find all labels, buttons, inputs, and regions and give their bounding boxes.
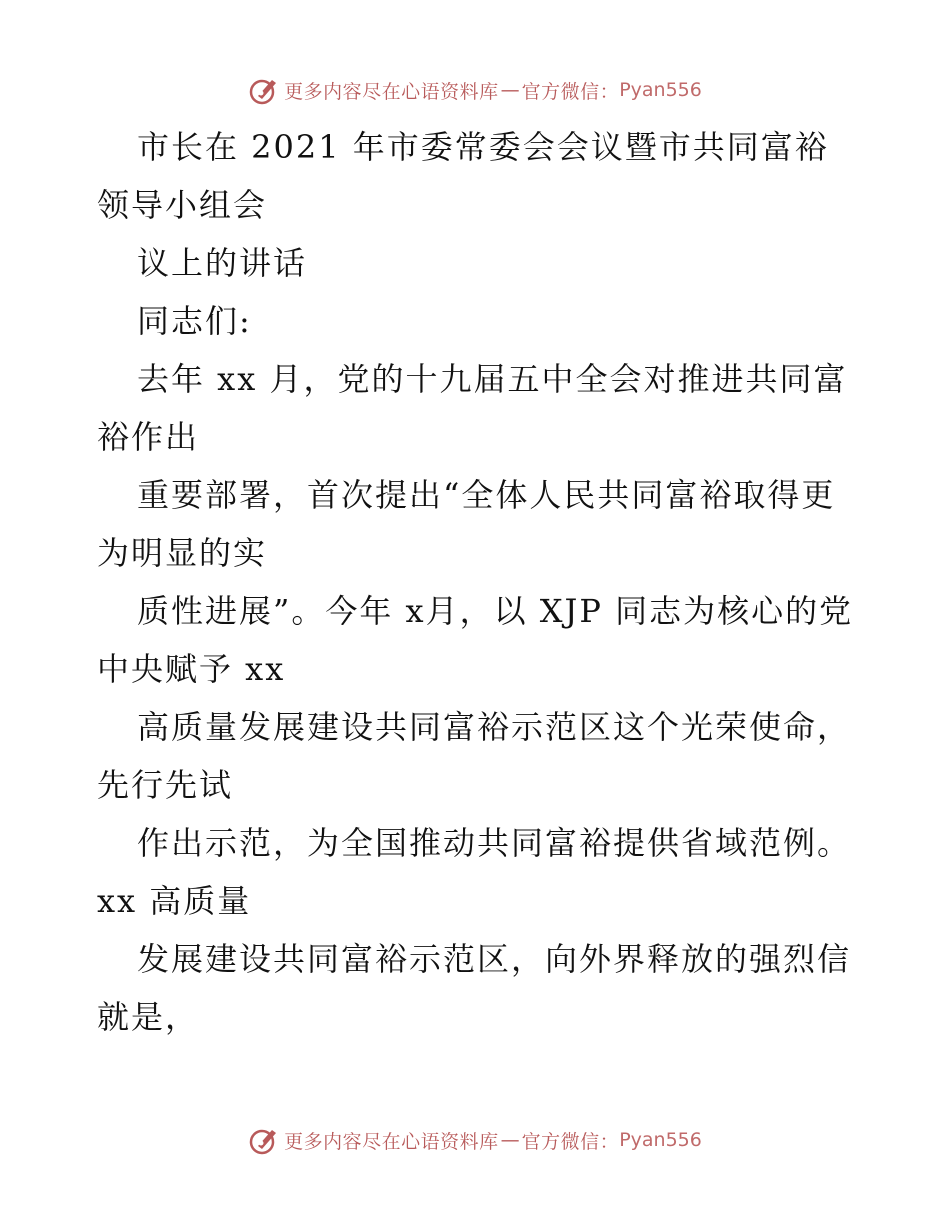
- watermark-separator: —: [500, 79, 520, 101]
- document-line: 去年 xx 月，党的十九届五中全会对推进共同富裕作出: [97, 360, 848, 456]
- watermark-separator: —: [500, 1129, 520, 1151]
- document-line: 市长在 2021 年市委常委会会议暨市共同富裕领导小组会: [97, 128, 829, 224]
- document-line: 高质量发展建设共同富裕示范区这个光荣使命，先行先试: [97, 708, 852, 804]
- document-line: 重要部署，首次提出“全体人民共同富裕取得更为明显的实: [97, 476, 836, 572]
- pen-logo-icon: [248, 74, 280, 106]
- document-line: 议上的讲话: [137, 244, 308, 282]
- document-line: 同志们:: [137, 302, 252, 340]
- watermark-label: 官方微信：: [521, 1130, 620, 1153]
- document-body: [97, 118, 857, 1046]
- watermark-label: 官方微信：: [521, 80, 620, 103]
- watermark-id: Pyan556: [619, 79, 702, 101]
- footer-watermark: [0, 1120, 950, 1160]
- watermark-text: 更多内容尽在心语资料库: [284, 1130, 499, 1153]
- document-line: 作出示范，为全国推动共同富裕提供省域范例。xx 高质量: [97, 824, 852, 920]
- document-line: 质性进展”。今年 x月，以 XJP 同志为核心的党中央赋予 xx: [97, 592, 854, 688]
- watermark-text: 更多内容尽在心语资料库: [284, 80, 499, 103]
- watermark-id: Pyan556: [619, 1129, 702, 1151]
- pen-logo-icon: [248, 1124, 280, 1156]
- document-line: 发展建设共同富裕示范区，向外界释放的强烈信就是，: [97, 940, 852, 1036]
- header-watermark: [0, 70, 950, 110]
